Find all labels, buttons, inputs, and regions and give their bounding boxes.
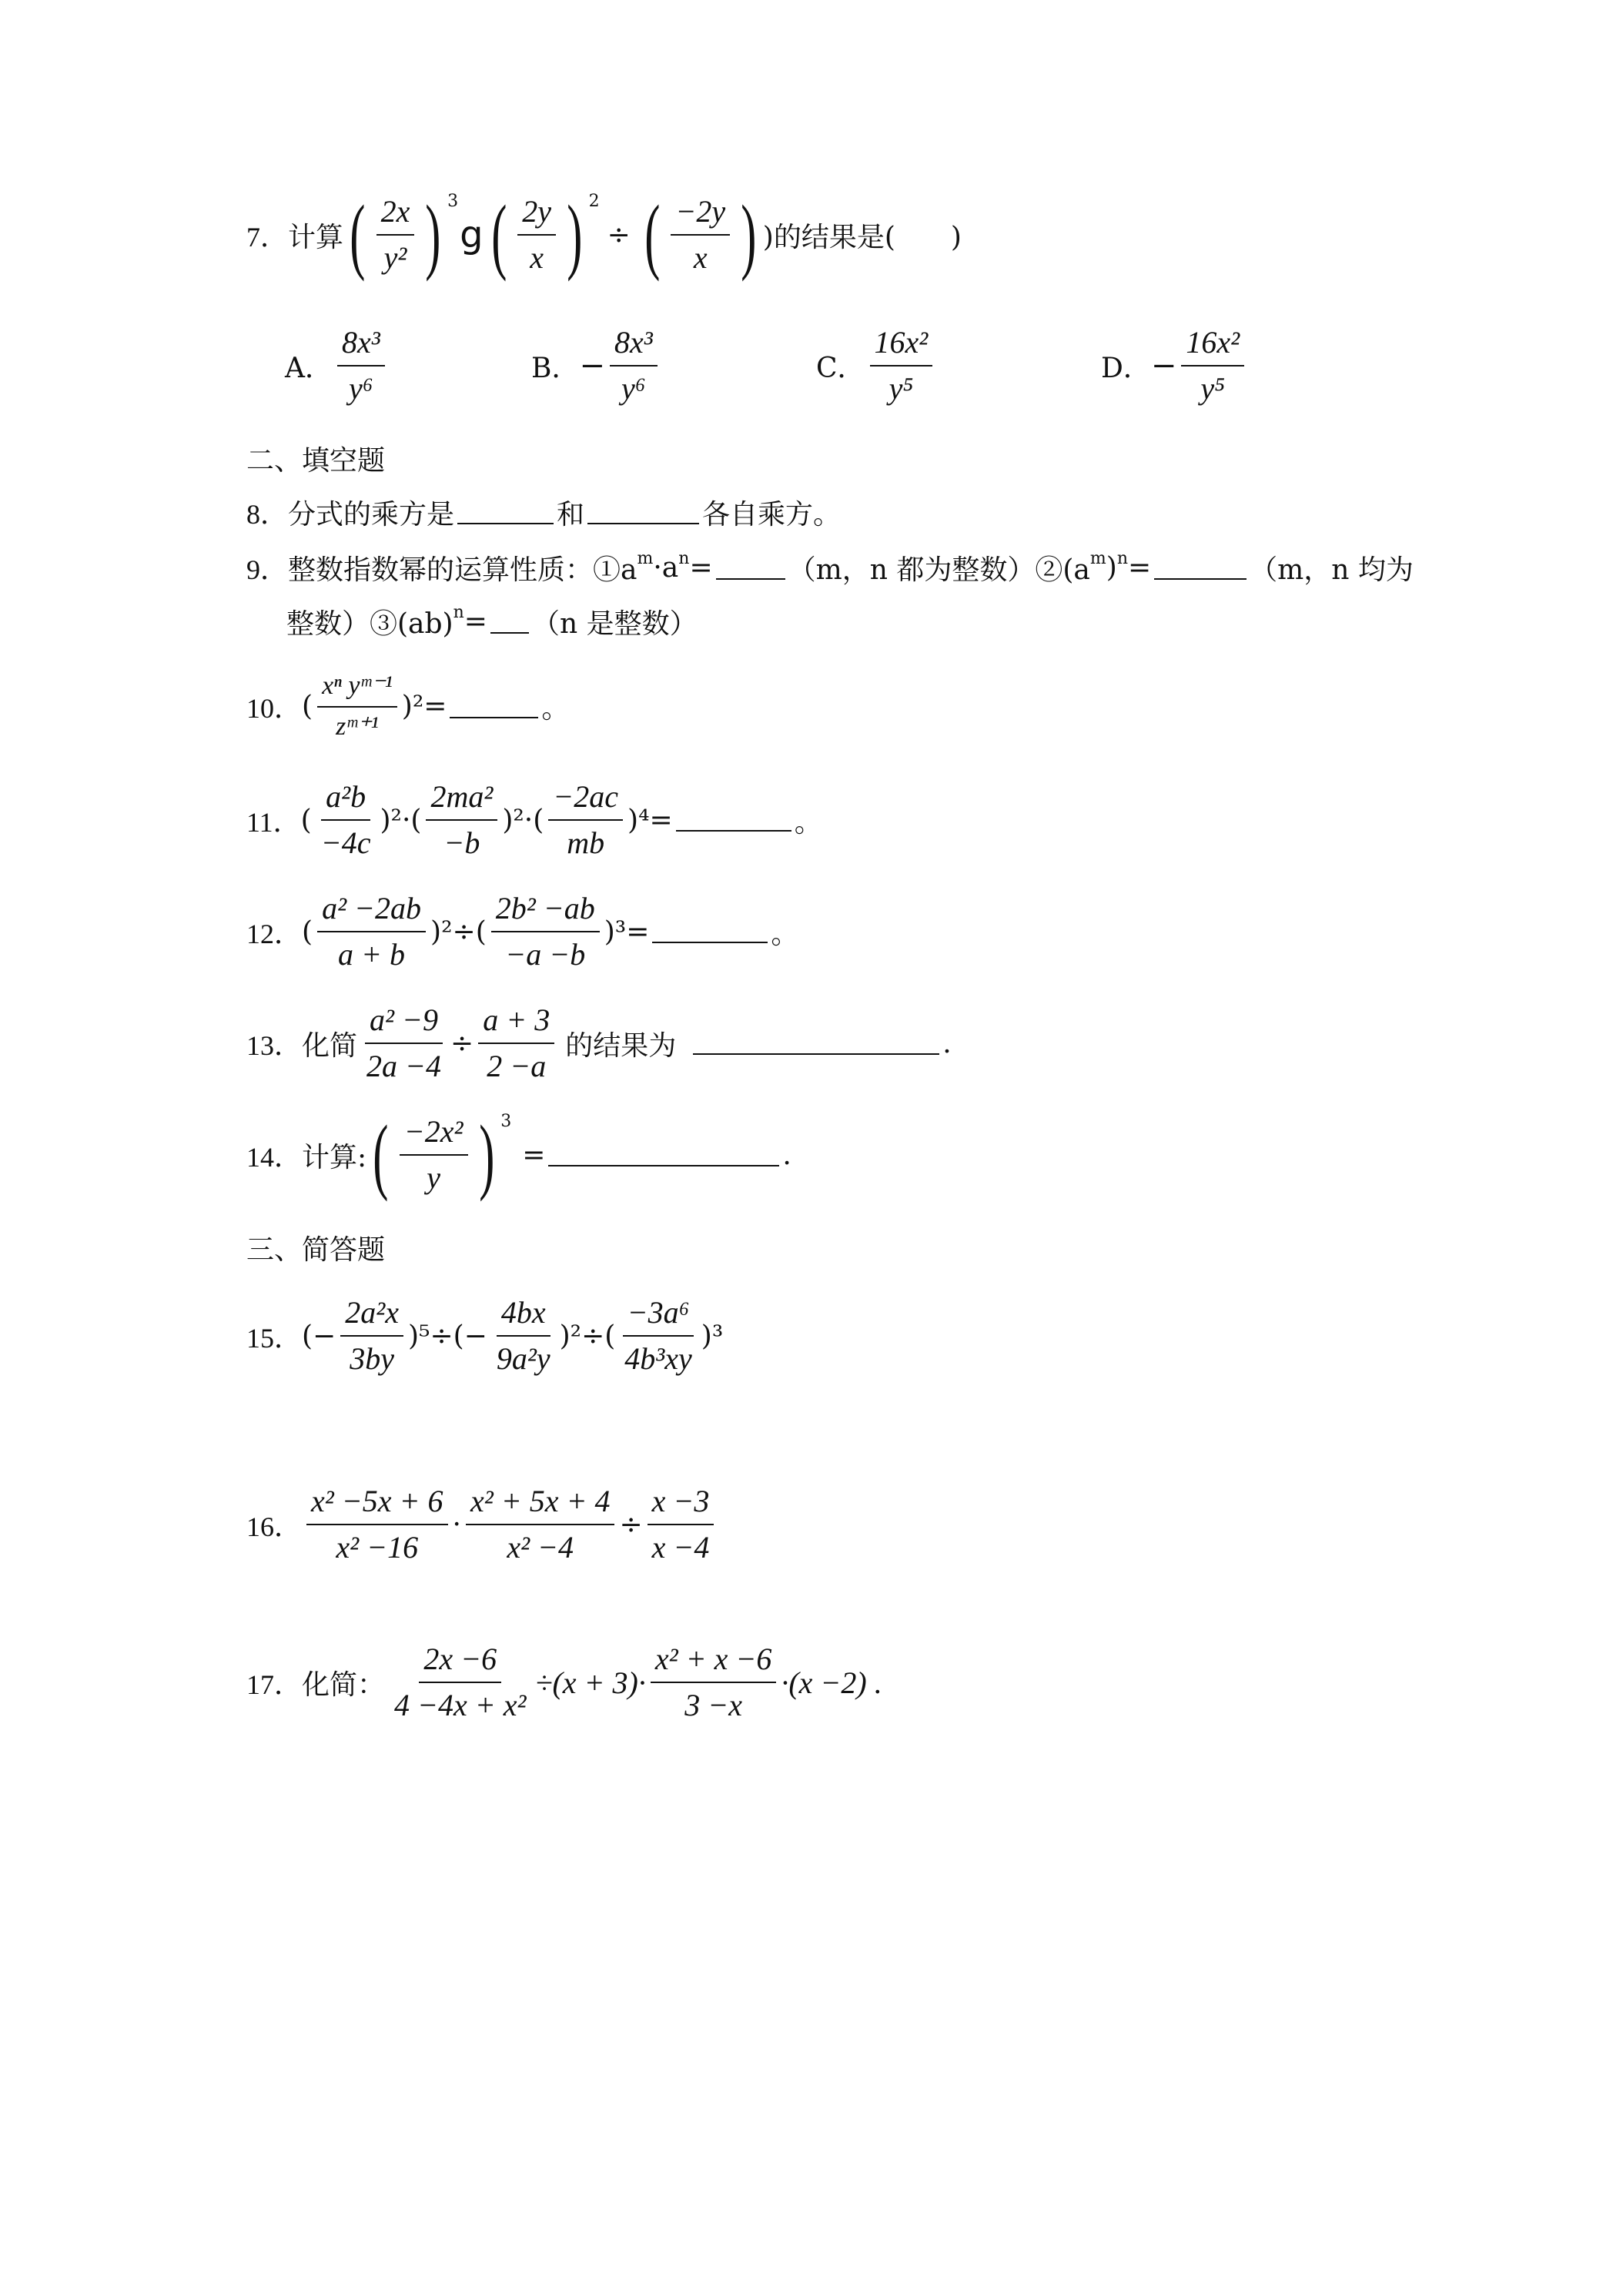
fraction: $\frac{\text{x² + 5x + 4}}{\text{x² −4}}$ (466, 1482, 614, 1567)
answer-blank[interactable] (457, 520, 554, 524)
fraction: $\frac{-2y}{x}$ (671, 192, 730, 277)
fraction: $\frac{\text{2a²x}}{3by}$ (340, 1294, 403, 1378)
question-9-line1: 9． 整数指数幂的运算性质：①a m ·a n = （m，n 都为整数）②(a m ) n = （m，n 均为 (246, 549, 1414, 586)
question-7 (246, 188, 962, 282)
fraction: $\frac{x -3}{x -4}$ (648, 1482, 714, 1567)
question-12: 12． ( $\frac{\text{a² −2ab}}{a + b}$ )²÷( $\frac{\text{2b² −ab}}{-a -b}$ )³= 。 (246, 889, 798, 974)
paren-close: ) (425, 188, 441, 282)
fraction: $\frac{2y}{x}$ (517, 192, 556, 277)
exponent: 2 (588, 191, 600, 211)
answer-blank[interactable] (716, 575, 785, 580)
paren-close: ) (741, 188, 757, 282)
question-lead: 计算 (288, 221, 344, 253)
paren-close: ) (567, 188, 583, 282)
fraction: $\frac{\text{a² −9}}{2a -4}$ (366, 1002, 442, 1083)
fraction: $\frac{2x}{\text{y²}}$ (376, 192, 415, 277)
option-c[interactable]: C． $\frac{\text{16x²}}{\text{y⁵}}$ (816, 323, 937, 408)
answer-blank[interactable] (450, 714, 538, 718)
fraction: $\frac{\text{−2x²}}{y}$ (400, 1113, 468, 1197)
answer-blank[interactable] (587, 520, 699, 524)
question-16: 16． $\frac{\text{x² −5x + 6}}{\text{x² −16}}$ · $\frac{\text{x² + 5x + 4}}{\text{x² −4}}$ ÷ $\frac{x -3}{x -4}$ (246, 1482, 718, 1567)
option-d[interactable]: D． − $\frac{\text{16x²}}{\text{y⁵}}$ (1101, 323, 1249, 408)
answer-blank[interactable] (676, 827, 791, 832)
exponent: 3 (447, 191, 459, 211)
option-a[interactable]: A． $\frac{\text{8x³}}{\text{y⁶}}$ (285, 323, 390, 408)
question-15: 15． (− $\frac{\text{2a²x}}{3by}$ )⁵÷(− $\frac{4bx}{\text{9a²y}}$ )²÷( $\frac{\text{−3a⁶}}{\text{4b³xy}}$ )³ (246, 1294, 723, 1378)
question-13: 13． 化简 $\frac{\text{a² −9}}{2a -4}$ ÷ $\frac{a + 3}{2 -a}$ 的结果为 . (246, 1001, 952, 1086)
section-heading-fill-in: 二、填空题 (246, 445, 386, 477)
paren-open: ( (644, 188, 661, 282)
fraction: $\frac{\text{−3a⁶}}{\text{4b³xy}}$ (620, 1294, 697, 1378)
paren-open: ( (490, 188, 507, 282)
question-10: 10． ( $\frac{\text{xⁿ yᵐ⁻¹}}{\text{zᵐ⁺¹}}$ )²= 。 (246, 670, 569, 743)
fraction: $\frac{\text{2b² −ab}}{-a -b}$ (491, 889, 600, 974)
fraction: $\frac{a + 3}{2 -a}$ (478, 1001, 554, 1086)
paren-open: ( (350, 188, 366, 282)
paren-open: ( (373, 1108, 389, 1202)
question-9-line2: 整数）③(ab) n = （n 是整数） (286, 603, 698, 640)
question-17: 17． 化简： $\frac{2x -6}{\text{4 −4x + x²}}$ ÷(x + 3)· $\frac{\text{x² + x −6}}{3 -x}$ ·(x −2) . (246, 1640, 882, 1725)
question-11: 11． ( $\frac{\text{a²b}}{-4c}$ )²·( $\frac{\text{2ma²}}{-b}$ )²·( $\frac{-2ac}{mb}$ )⁴= 。 (246, 778, 822, 862)
divide-symbol: ÷ (607, 219, 631, 251)
question-8: 8． 分式的乘方是 和 各自乘方。 (246, 499, 842, 530)
answer-blank[interactable] (693, 1050, 939, 1055)
question-tail: )的结果是( ) (762, 221, 962, 253)
fraction: $\frac{\text{a² −2ab}}{a + b}$ (317, 889, 426, 974)
answer-blank[interactable] (548, 1162, 779, 1166)
answer-blank[interactable] (1154, 575, 1247, 580)
answer-blank[interactable] (490, 629, 529, 634)
section-heading-short-answer: 三、简答题 (246, 1234, 386, 1266)
paren-close: ) (478, 1108, 494, 1202)
fraction: $\frac{\text{xⁿ yᵐ⁻¹}}{\text{zᵐ⁺¹}}$ (317, 670, 397, 743)
fraction: $\frac{\text{2ma²}}{-b}$ (426, 778, 497, 862)
fraction: $\frac{\text{a²b}}{-4c}$ (320, 779, 371, 860)
fraction: $\frac{4bx}{\text{9a²y}}$ (496, 1295, 550, 1376)
question-14: 14． 计算: ( $\frac{\text{−2x²}}{y}$ ) 3 = . (246, 1108, 791, 1202)
fraction: $\frac{-2ac}{mb}$ (548, 778, 623, 862)
answer-blank[interactable] (652, 939, 768, 943)
fraction: $\frac{\text{x² −5x + 6}}{\text{x² −16}}$ (306, 1482, 447, 1567)
option-b[interactable]: B． − $\frac{\text{8x³}}{\text{y⁶}}$ (531, 323, 662, 408)
fraction: $\frac{\text{x² + x −6}}{3 -x}$ (651, 1640, 776, 1725)
separator-symbol: g (460, 213, 484, 256)
fraction: $\frac{2x -6}{\text{4 −4x + x²}}$ (394, 1642, 527, 1722)
question-number: 7． (246, 221, 289, 253)
